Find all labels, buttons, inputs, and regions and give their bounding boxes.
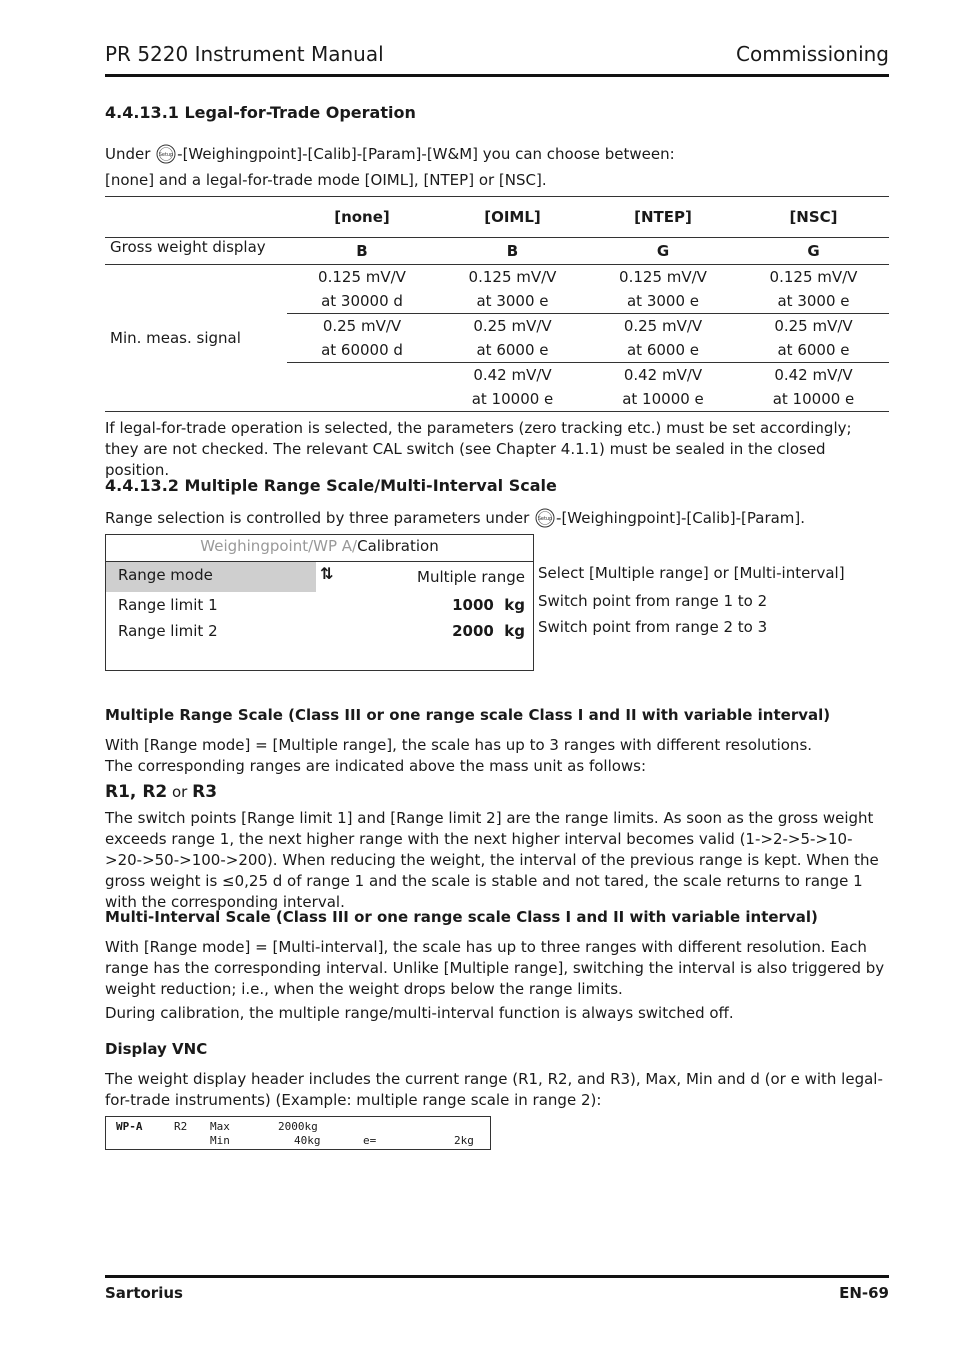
under-paragraph: Under Setup -[Weighingpoint]-[Calib]-[Param]-[W&M] you can choose between: xyxy=(105,145,675,163)
range-mode-row[interactable]: Range mode ⇅ Multiple range xyxy=(106,562,533,592)
mrs-title: Multiple Range Scale (Class III or one range scale Class I and II with variable interval) xyxy=(105,706,831,724)
section-title-multiple-range: 4.4.13.2 Multiple Range Scale/Multi-Interval Scale xyxy=(105,476,557,495)
table-row: 0.25 mV/V 0.25 mV/V 0.25 mV/V 0.25 mV/V xyxy=(322,317,853,335)
manual-title: PR 5220 Instrument Manual xyxy=(105,42,384,66)
mrs-p2: The switch points [Range limit 1] and [Range limit 2] are the range limits. As soon as the gross weight exceeds range 1, the next higher range with the next higher interval becomes valid (1->2->5->10->20->50->100->200). When reducing the weight, the interval of the previous range is kept. When the gross weight is ≤0,25 d of range 1 and the scale is stable and not tared, the scale returns to range 1 with the corresponding interval. xyxy=(105,809,879,911)
mrs-p1a: With [Range mode] = [Multiple range], the scale has up to 3 ranges with different resolutions. xyxy=(105,736,813,754)
company-name: Sartorius xyxy=(105,1284,183,1302)
range-indicators: R1, R2 or R3 xyxy=(105,782,218,802)
table-header-row xyxy=(105,197,889,238)
col-oiml: [OIML] xyxy=(437,197,588,238)
table-row: Min. meas. signal 0.125 mV/V 0.125 mV/V 0.125 mV/V 0.125 mV/V xyxy=(105,265,889,290)
range-limit-2-desc: Switch point from range 2 to 3 xyxy=(538,618,768,636)
panel-breadcrumb: Weighingpoint/WP A/Calibration xyxy=(106,535,533,562)
svg-text:Setup: Setup xyxy=(158,152,174,158)
legal-for-trade-table xyxy=(105,196,889,412)
table-row: at 10000 e at 10000 e at 10000 e xyxy=(105,387,889,412)
vnc-p: The weight display header includes the current range (R1, R2, and R3), Max, Min and d (or e with legal-for-trade instruments) (Example: multiple range scale in range 2): xyxy=(105,1070,883,1109)
min-signal-label: Min. meas. signal xyxy=(105,265,287,412)
col-nsc: [NSC] xyxy=(738,197,889,238)
mis-title: Multi-Interval Scale (Class III or one range scale Class I and II with variable interval) xyxy=(105,908,818,926)
col-none: [none] xyxy=(287,197,437,238)
range-intro: Range selection is controlled by three parameters under Setup -[Weighingpoint]-[Calib]-[Param]. xyxy=(105,509,806,527)
mrs-p1b: The corresponding ranges are indicated above the mass unit as follows: xyxy=(105,757,647,775)
mode-choice-line: [none] and a legal-for-trade mode [OIML], [NTEP] or [NSC]. xyxy=(105,171,547,189)
legal-note: If legal-for-trade operation is selected, the parameters (zero tracking etc.) must be set accordingly; they are not checked. The relevant CAL switch (see Chapter 4.1.1) must be sealed in the closed position. xyxy=(105,419,852,479)
page-footer xyxy=(105,1275,889,1302)
range-mode-desc: Select [Multiple range] or [Multi-interval] xyxy=(538,564,845,582)
col-ntep: [NTEP] xyxy=(588,197,738,238)
mis-p1: With [Range mode] = [Multi-interval], the scale has up to three ranges with different resolution. Each range has the corresponding interval. Unlike [Multiple range], switching the interval is also triggered by weight reduction; i.e., when the weight drops below the range limits. xyxy=(105,938,885,998)
page-header xyxy=(105,40,889,77)
calibration-panel xyxy=(105,534,534,671)
setup-icon xyxy=(534,507,556,529)
range-limit-1-desc: Switch point from range 1 to 2 xyxy=(538,592,768,610)
toggle-arrows-icon[interactable]: ⇅ xyxy=(320,564,334,583)
range-limit-1-row[interactable]: Range limit 1 1000 kg xyxy=(118,596,525,614)
page-number: EN-69 xyxy=(839,1284,889,1302)
weight-display-header: WP-A R2 Max 2000kg Min 40kg e= 2kg xyxy=(105,1116,491,1150)
table-row: at 30000 d at 3000 e at 3000 e at 3000 e xyxy=(105,289,889,314)
setup-icon xyxy=(155,143,177,165)
mis-p2: During calibration, the multiple range/multi-interval function is always switched off. xyxy=(105,1004,734,1022)
vnc-title: Display VNC xyxy=(105,1040,208,1058)
chapter-title: Commissioning xyxy=(736,42,889,66)
table-row: at 60000 d at 6000 e at 6000 e at 6000 e xyxy=(105,338,889,363)
section-title-legal-for-trade: 4.4.13.1 Legal-for-Trade Operation xyxy=(105,103,416,122)
svg-text:Setup: Setup xyxy=(537,516,553,522)
range-limit-2-row[interactable]: Range limit 2 2000 kg xyxy=(118,622,525,640)
gross-label: Gross weight display xyxy=(105,238,287,265)
table-row: Gross weight display B B G G xyxy=(105,238,889,265)
table-row: 0.42 mV/V 0.42 mV/V 0.42 mV/V xyxy=(473,366,853,384)
